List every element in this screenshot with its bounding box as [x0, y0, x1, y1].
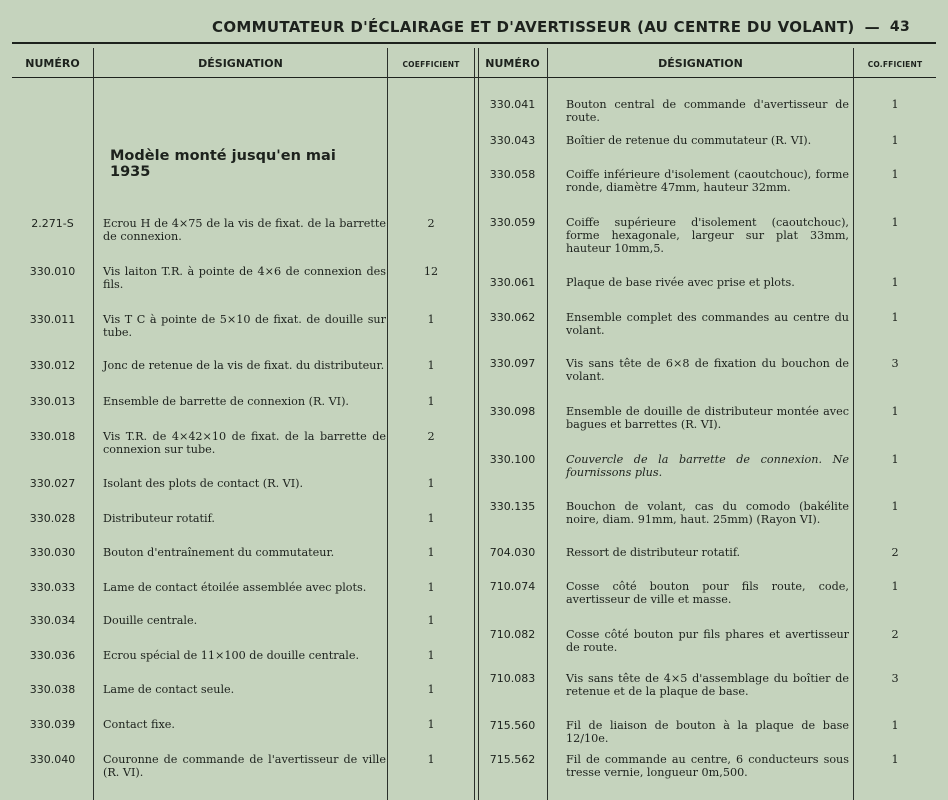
header-numero-right: NUMÉRO	[485, 57, 540, 70]
right-part-number: 330.061	[489, 276, 536, 289]
header-coefficient-left: COEFFICIENT	[402, 60, 460, 69]
left-part-designation: Ensemble de barrette de connexion (R. VI).	[103, 395, 349, 408]
left-part-number: 2.271-S	[31, 217, 74, 230]
right-part-number: 330.058	[489, 168, 536, 181]
left-part-number: 330.039	[29, 718, 76, 731]
right-part-number: 330.041	[489, 98, 536, 111]
left-part-number: 330.028	[29, 512, 76, 525]
right-part-number: 330.100	[489, 453, 536, 466]
left-part-designation: Couronne de commande de l'avertisseur de ville (R. VI).	[103, 753, 386, 779]
center-double-divider	[474, 48, 479, 800]
left-part-number: 330.033	[29, 581, 76, 594]
column-divider	[853, 48, 854, 800]
left-part-designation: Jonc de retenue de la vis de fixat. du distributeur.	[103, 359, 385, 372]
left-part-coefficient: 1	[427, 683, 435, 696]
right-part-coefficient: 1	[891, 453, 899, 466]
left-part-number: 330.040	[29, 753, 76, 766]
left-part-number: 330.034	[29, 614, 76, 627]
right-part-number: 704.030	[489, 546, 536, 559]
left-part-number: 330.036	[29, 649, 76, 662]
left-part-coefficient: 1	[427, 753, 435, 766]
left-part-designation: Vis T.R. de 4×42×10 de fixat. de la barrette de connexion sur tube.	[103, 430, 386, 456]
left-part-coefficient: 1	[427, 477, 435, 490]
right-part-number: 330.135	[489, 500, 536, 513]
right-part-designation: Vis sans tête de 6×8 de fixation du bouchon de volant.	[566, 357, 849, 383]
left-part-coefficient: 1	[427, 581, 435, 594]
right-part-coefficient: 1	[891, 580, 899, 593]
top-rule	[12, 42, 936, 44]
right-part-designation: Coiffe supérieure d'isolement (caoutchouc), forme hexagonale, largeur sur plat 33mm, hauteur 10mm,5.	[566, 216, 849, 255]
right-part-designation: Coiffe inférieure d'isolement (caoutchouc), forme ronde, diamètre 47mm, hauteur 32mm.	[566, 168, 849, 194]
right-part-number: 330.062	[489, 311, 536, 324]
right-part-designation: Ressort de distributeur rotatif.	[566, 546, 741, 559]
right-part-number: 330.059	[489, 216, 536, 229]
right-part-coefficient: 1	[891, 753, 899, 766]
section-title: Modèle monté jusqu'en mai 1935	[110, 148, 336, 180]
page-number: 43	[889, 19, 910, 35]
right-part-number: 330.098	[489, 405, 536, 418]
right-part-designation: Couvercle de la barrette de connexion. Ne fournissons plus.	[566, 453, 849, 479]
right-part-designation: Boîtier de retenue du commutateur (R. VI).	[566, 134, 812, 147]
right-part-coefficient: 1	[891, 276, 899, 289]
left-part-number: 330.027	[29, 477, 76, 490]
left-part-number: 330.038	[29, 683, 76, 696]
left-part-designation: Lame de contact seule.	[103, 683, 235, 696]
page-header	[212, 18, 910, 36]
left-part-coefficient: 1	[427, 512, 435, 525]
right-part-number: 710.082	[489, 628, 536, 641]
right-part-coefficient: 1	[891, 405, 899, 418]
right-part-number: 330.043	[489, 134, 536, 147]
left-part-number: 330.030	[29, 546, 76, 559]
right-part-coefficient: 1	[891, 98, 899, 111]
left-part-designation: Lame de contact étoilée assemblée avec plots.	[103, 581, 367, 594]
right-part-number: 710.074	[489, 580, 536, 593]
right-part-coefficient: 1	[891, 216, 899, 229]
right-part-coefficient: 3	[891, 357, 899, 370]
right-part-number: 330.097	[489, 357, 536, 370]
right-part-designation: Fil de liaison de bouton à la plaque de base 12/10e.	[566, 719, 849, 745]
header-designation-left: DÉSIGNATION	[198, 57, 283, 70]
left-part-coefficient: 1	[427, 313, 435, 326]
right-part-coefficient: 1	[891, 134, 899, 147]
right-part-designation: Ensemble de douille de distributeur montée avec bagues et barrettes (R. VI).	[566, 405, 849, 431]
right-part-designation: Cosse côté bouton pur fils phares et avertisseur de route.	[566, 628, 849, 654]
right-part-designation: Fil de commande au centre, 6 conducteurs sous tresse vernie, longueur 0m,500.	[566, 753, 849, 779]
left-part-designation: Ecrou spécial de 11×100 de douille centrale.	[103, 649, 360, 662]
left-part-coefficient: 1	[427, 546, 435, 559]
right-part-coefficient: 3	[891, 672, 899, 685]
left-part-designation: Isolant des plots de contact (R. VI).	[103, 477, 304, 490]
left-part-designation: Douille centrale.	[103, 614, 198, 627]
left-part-number: 330.010	[29, 265, 76, 278]
left-part-coefficient: 1	[427, 395, 435, 408]
left-part-coefficient: 2	[427, 430, 435, 443]
left-part-coefficient: 1	[427, 359, 435, 372]
column-divider	[547, 48, 548, 800]
left-part-number: 330.013	[29, 395, 76, 408]
right-part-designation: Cosse côté bouton pour fils route, code, avertisseur de ville et masse.	[566, 580, 849, 606]
left-part-number: 330.018	[29, 430, 76, 443]
left-part-designation: Contact fixe.	[103, 718, 175, 731]
left-part-designation: Bouton d'entraînement du commutateur.	[103, 546, 335, 559]
title-dash: —	[864, 18, 880, 36]
left-part-designation: Distributeur rotatif.	[103, 512, 215, 525]
right-part-number: 715.560	[489, 719, 536, 732]
right-part-coefficient: 2	[891, 628, 899, 641]
right-part-coefficient: 1	[891, 168, 899, 181]
left-part-number: 330.011	[29, 313, 76, 326]
right-part-designation: Bouton central de commande d'avertisseur de route.	[566, 98, 849, 124]
right-part-coefficient: 1	[891, 719, 899, 732]
right-part-number: 715.562	[489, 753, 536, 766]
right-part-coefficient: 2	[891, 546, 899, 559]
left-part-coefficient: 1	[427, 614, 435, 627]
right-part-designation: Vis sans tête de 4×5 d'assemblage du boîtier de retenue et de la plaque de base.	[566, 672, 849, 698]
left-part-designation: Ecrou H de 4×75 de la vis de fixat. de la barrette de connexion.	[103, 217, 386, 243]
left-part-coefficient: 2	[427, 217, 435, 230]
right-part-coefficient: 1	[891, 500, 899, 513]
column-divider	[93, 48, 94, 800]
left-part-designation: Vis T C à pointe de 5×10 de fixat. de douille sur tube.	[103, 313, 386, 339]
header-designation-right: DÉSIGNATION	[658, 57, 743, 70]
right-part-number: 710.083	[489, 672, 536, 685]
left-part-coefficient: 1	[427, 649, 435, 662]
right-part-designation: Ensemble complet des commandes au centre du volant.	[566, 311, 849, 337]
left-part-number: 330.012	[29, 359, 76, 372]
left-part-designation: Vis laiton T.R. à pointe de 4×6 de connexion des fils.	[103, 265, 386, 291]
page-title: COMMUTATEUR D'ÉCLAIRAGE ET D'AVERTISSEUR (AU CENTRE DU VOLANT)	[212, 18, 855, 36]
left-part-coefficient: 1	[427, 718, 435, 731]
right-part-designation: Plaque de base rivée avec prise et plots.	[566, 276, 795, 289]
left-part-coefficient: 12	[423, 265, 439, 278]
right-part-designation: Bouchon de volant, cas du comodo (bakélite noire, diam. 91mm, haut. 25mm) (Rayon VI).	[566, 500, 849, 526]
header-numero-left: NUMÉRO	[25, 57, 80, 70]
header-coefficient-right: CO.FFICIENT	[867, 60, 923, 69]
right-part-coefficient: 1	[891, 311, 899, 324]
